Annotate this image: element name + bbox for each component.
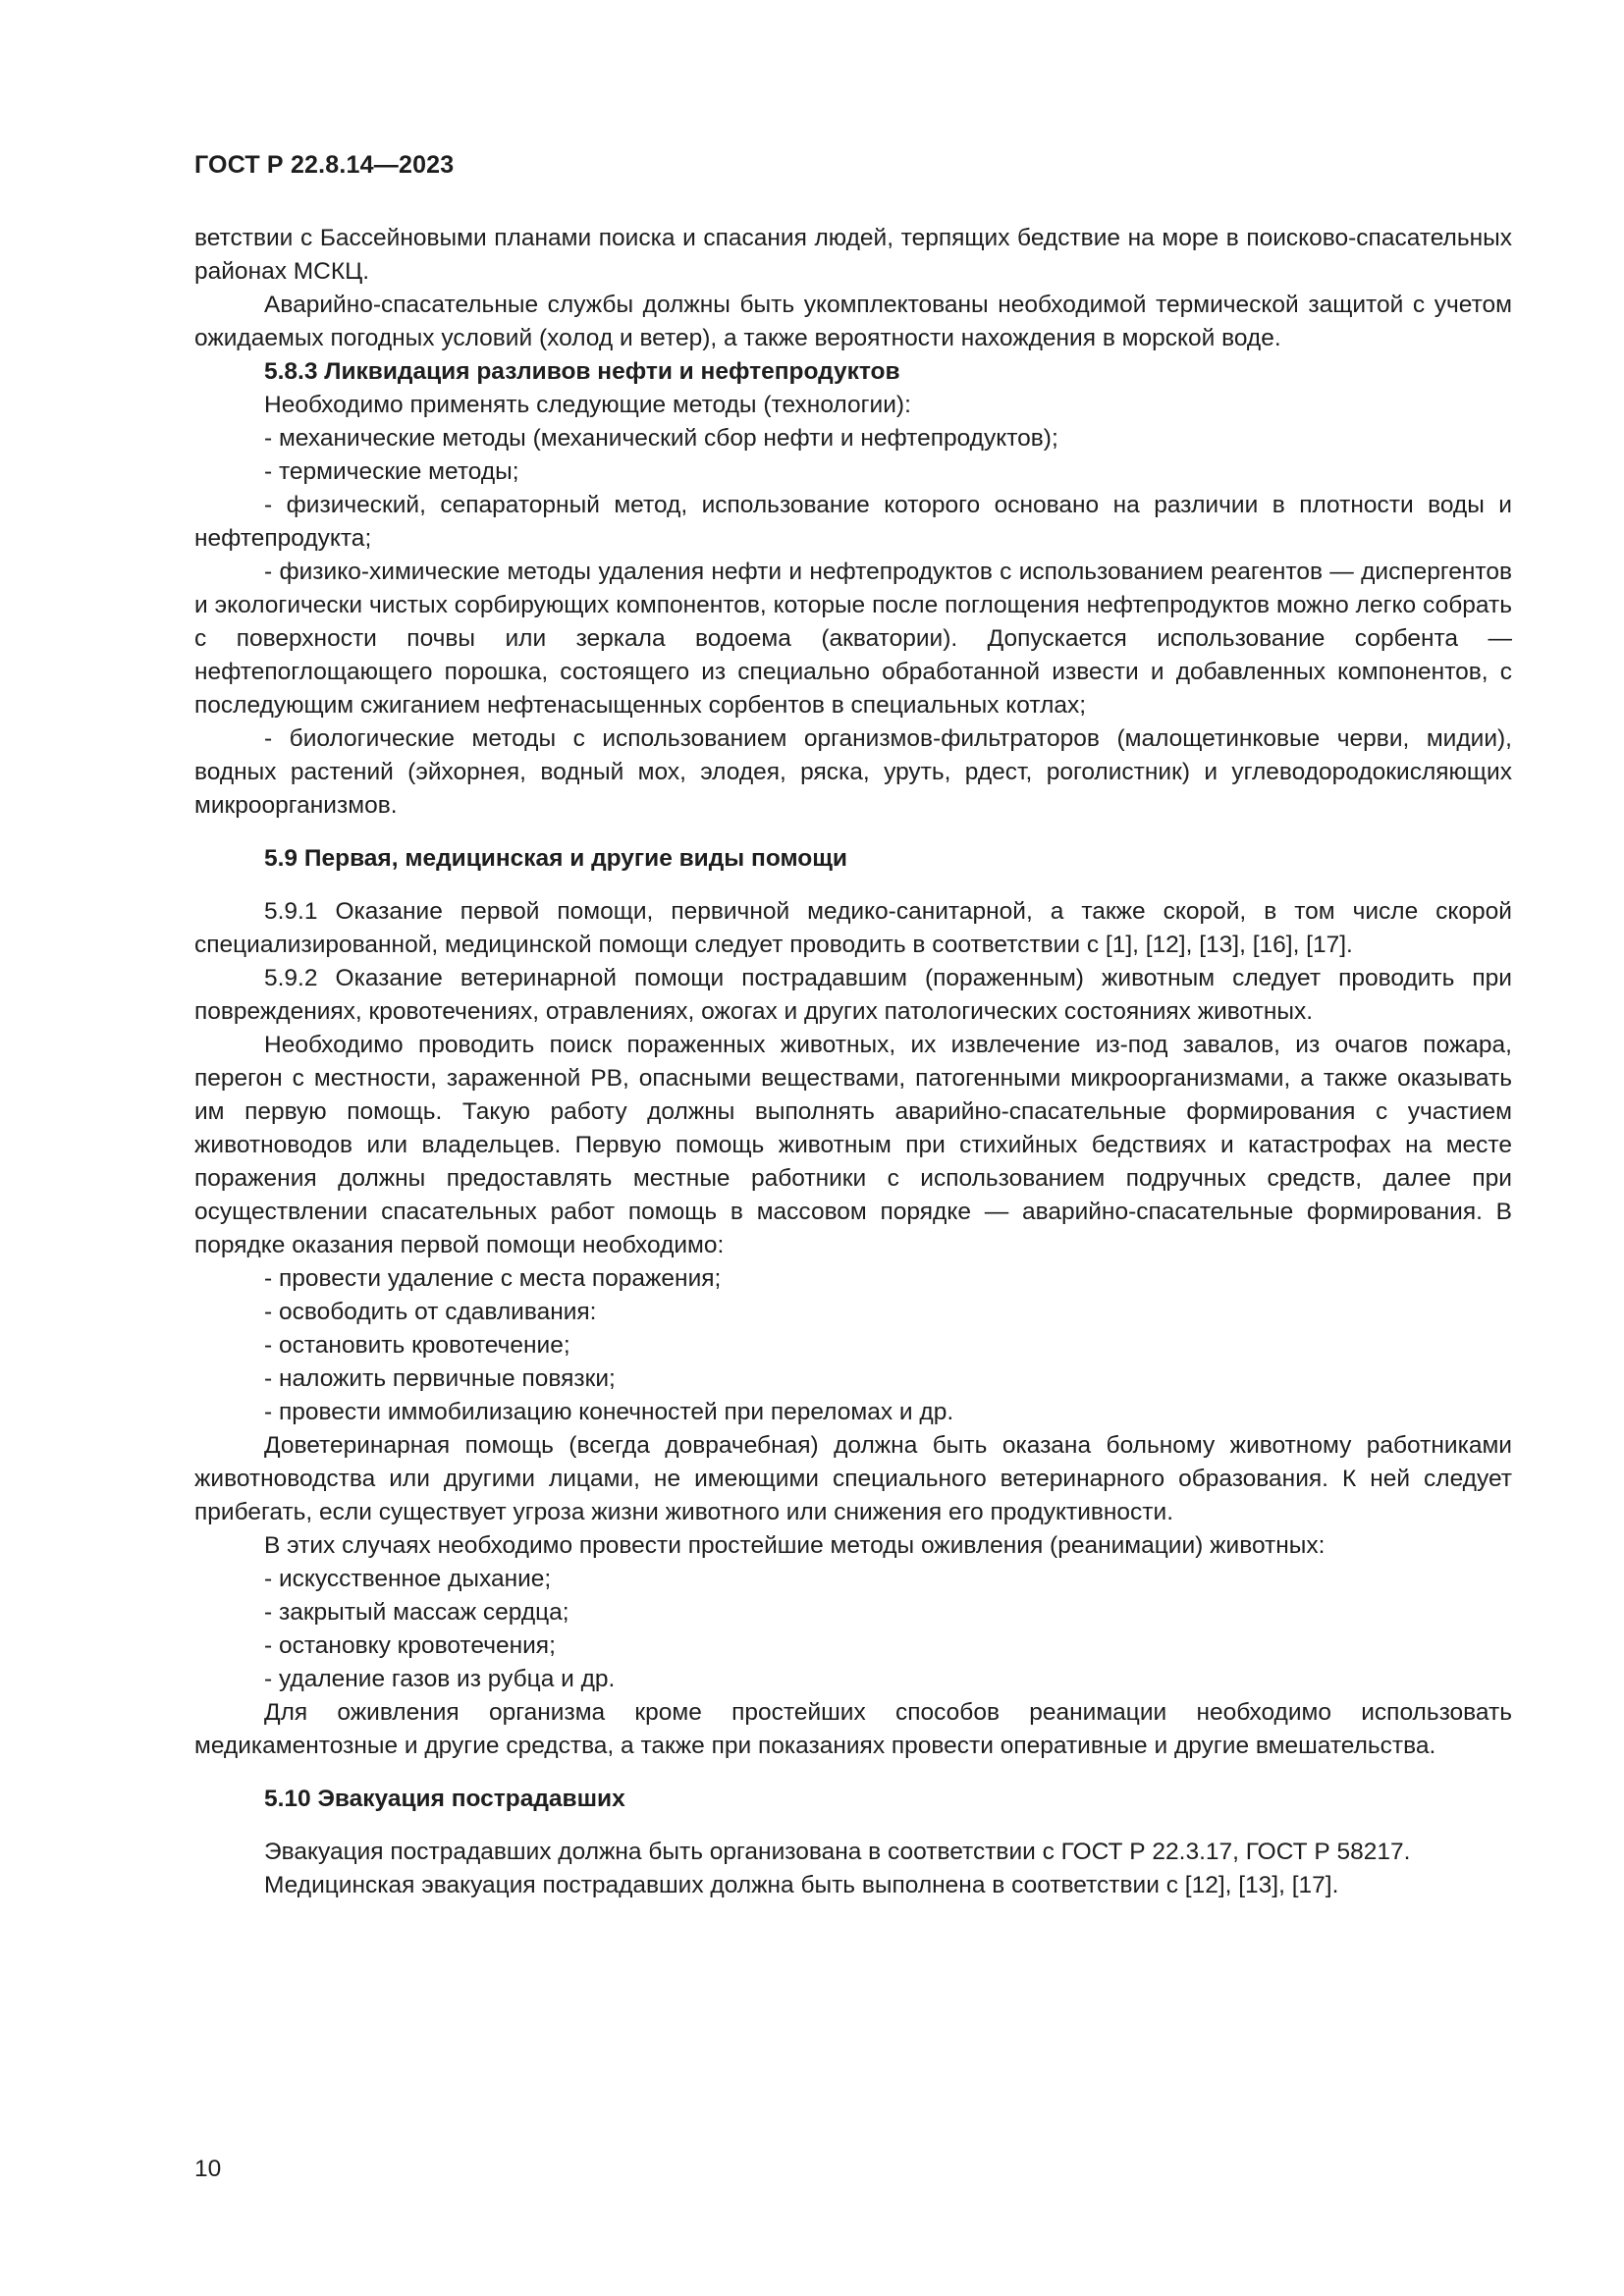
paragraph: Для оживления организма кроме простейших способов реанимации необходимо использовать медикаментозные и другие средства, а также при показаниях провести оперативные и другие вмешательства. — [194, 1699, 1512, 1759]
paragraph: В этих случаях необходимо провести простейшие методы оживления (реанимации) животных: — [264, 1532, 1326, 1559]
section-heading-5-8-3: 5.8.3 Ликвидация разливов нефти и нефтепродуктов — [264, 358, 900, 385]
list-item: - остановку кровотечения; — [264, 1632, 556, 1659]
paragraph: 5.9.2 Оказание ветеринарной помощи пострадавшим (пораженным) животным следует проводить при повреждениях, кровотечениях, отравлениях, ожогах и других патологических состояниях животных. — [194, 965, 1512, 1025]
list-item: - провести удаление с места поражения; — [264, 1265, 722, 1292]
list-item: - искусственное дыхание; — [264, 1566, 552, 1592]
list-item: - физический, сепараторный метод, использование которого основано на различии в плотности воды и нефтепродукта; — [194, 492, 1512, 552]
paragraph: Медицинская эвакуация пострадавших должна быть выполнена в соответствии с [12], [13], [17]. — [264, 1872, 1339, 1898]
paragraph: Необходимо проводить поиск пораженных животных, их извлечение из-под завалов, из очагов пожара, перегон с местности, зараженной РВ, опасными веществами, патогенными микроорганизмами, а также оказывать им первую помощь. Такую работу должны выполнять аварийно-спасательные формирования с участием животноводов или владельцев. Первую помощь животным при стихийных бедствиях и катастрофах на месте поражения должны предоставлять местные работники с использованием подручных средств, далее при осуществлении спасательных работ помощь в массовом порядке — аварийно-спасательные формирования. В порядке оказания первой помощи необходимо: — [194, 1032, 1512, 1258]
paragraph: Аварийно-спасательные службы должны быть укомплектованы необходимой термической защитой с учетом ожидаемых погодных условий (холод и ветер), а также вероятности нахождения в морской воде. — [194, 292, 1512, 351]
list-item: - остановить кровотечение; — [264, 1332, 570, 1359]
list-item: - наложить первичные повязки; — [264, 1365, 616, 1392]
list-item: - термические методы; — [264, 458, 519, 485]
list-item: - провести иммобилизацию конечностей при переломах и др. — [264, 1399, 954, 1425]
list-item: - механические методы (механический сбор нефти и нефтепродуктов); — [264, 425, 1058, 452]
section-heading-5-9: 5.9 Первая, медицинская и другие виды помощи — [264, 845, 847, 872]
list-item: - физико-химические методы удаления нефти и нефтепродуктов с использованием реагентов — диспергентов и экологически чистых сорбирующих компонентов, которые после поглощения нефтепродуктов можно легко собрать с поверхности почвы или зеркала водоема (акватории). Допускается использование сорбента — нефтепоглощающего порошка, состоящего из специально обработанной извести и добавленных компонентов, с последующим сжиганием нефтенасыщенных сорбентов в специальных котлах; — [194, 559, 1512, 719]
list-item: - закрытый массаж сердца; — [264, 1599, 569, 1626]
paragraph: 5.9.1 Оказание первой помощи, первичной медико-санитарной, а также скорой, в том числе скорой специализированной, медицинской помощи следует проводить в соответствии с [1], [12], [13], [16], [17]. — [194, 898, 1512, 958]
section-heading-5-10: 5.10 Эвакуация пострадавших — [264, 1786, 625, 1812]
document-header: ГОСТ Р 22.8.14—2023 — [194, 151, 455, 179]
list-item: - биологические методы с использованием организмов-фильтраторов (малощетинковые черви, мидии), водных растений (эйхорнея, водный мох, элодея, ряска, уруть, рдест, роголистник) и углеводородокисляющих микроорганизмов. — [194, 725, 1512, 819]
paragraph: Доветеринарная помощь (всегда доврачебная) должна быть оказана больному животному работниками животноводства или другими лицами, не имеющими специального ветеринарного образования. К ней следует прибегать, если существует угроза жизни животного или снижения его продуктивности. — [194, 1432, 1512, 1525]
paragraph: Необходимо применять следующие методы (технологии): — [264, 392, 911, 418]
list-item: - удаление газов из рубца и др. — [264, 1666, 616, 1692]
paragraph: Эвакуация пострадавших должна быть организована в соответствии с ГОСТ Р 22.3.17, ГОСТ Р 58217. — [264, 1839, 1411, 1865]
list-item: - освободить от сдавливания: — [264, 1299, 597, 1325]
paragraph-continuation: ветствии с Бассейновыми планами поиска и спасания людей, терпящих бедствие на море в поисково-спасательных районах МСКЦ. — [194, 225, 1512, 285]
page-number: 10 — [194, 2156, 222, 2182]
document-body — [194, 222, 1512, 1902]
